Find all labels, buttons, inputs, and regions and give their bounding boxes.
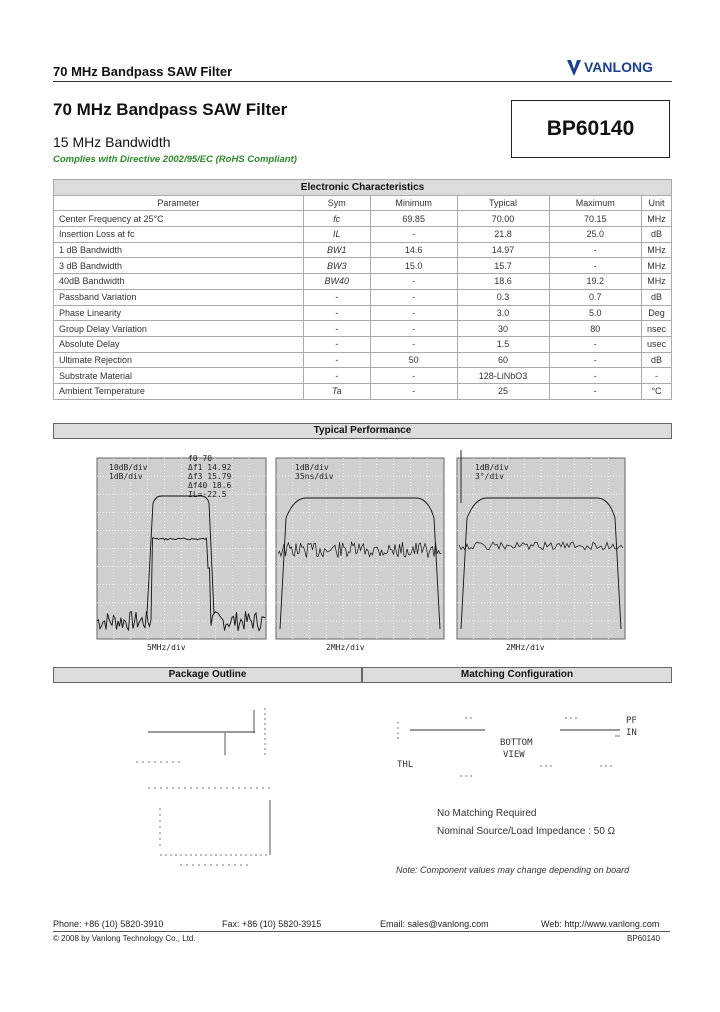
plot1-xscale: 5MHz/div	[147, 643, 186, 652]
spec-cell: -	[549, 352, 641, 368]
spec-cell: MHz	[641, 242, 671, 258]
matching-label-pf: PF	[626, 716, 637, 726]
spec-cell: Center Frequency at 25°C	[54, 211, 304, 227]
plot1-readout-2: Δf3 15.79	[188, 472, 232, 481]
spec-cell: 50	[370, 352, 457, 368]
spec-cell: Ultimate Rejection	[54, 352, 304, 368]
spec-cell: IL	[303, 227, 370, 243]
part-number-box	[511, 100, 670, 158]
spec-table-row	[54, 289, 672, 305]
spec-cell: nsec	[641, 321, 671, 337]
spec-cell: -	[549, 368, 641, 384]
spec-col-header: Parameter	[54, 195, 304, 211]
header-title: 70 MHz Bandpass SAW Filter	[53, 64, 233, 79]
spec-cell: MHz	[641, 274, 671, 290]
spec-cell: usec	[641, 336, 671, 352]
spec-col-header: Sym	[303, 195, 370, 211]
plot1-scale1: 10dB/div	[109, 463, 148, 472]
spec-cell: 18.6	[457, 274, 549, 290]
spec-table	[53, 179, 672, 400]
spec-col-header: Unit	[641, 195, 671, 211]
spec-cell: Absolute Delay	[54, 336, 304, 352]
spec-cell: -	[303, 289, 370, 305]
spec-cell: 3.0	[457, 305, 549, 321]
spec-cell: Substrate Material	[54, 368, 304, 384]
typical-performance-bar: Typical Performance	[53, 423, 672, 439]
spec-table-row	[54, 352, 672, 368]
spec-cell: 60	[457, 352, 549, 368]
spec-cell: 1 dB Bandwidth	[54, 242, 304, 258]
spec-table-row	[54, 258, 672, 274]
plot3-scale2: 3°/div	[475, 472, 504, 481]
spec-col-header: Typical	[457, 195, 549, 211]
spec-cell: MHz	[641, 258, 671, 274]
footer-web[interactable]: Web: http://www.vanlong.com	[541, 919, 660, 929]
spec-cell: 70.00	[457, 211, 549, 227]
spec-table-row	[54, 274, 672, 290]
matching-label-bottom: BOTTOM	[500, 738, 533, 748]
spec-cell: -	[370, 321, 457, 337]
spec-cell: -	[303, 321, 370, 337]
footer-email[interactable]: Email: sales@vanlong.com	[380, 919, 489, 929]
plot3-scale1: 1dB/div	[475, 463, 509, 472]
spec-cell: 3 dB Bandwidth	[54, 258, 304, 274]
spec-cell: 0.3	[457, 289, 549, 305]
spec-table-header	[54, 195, 672, 211]
rohs-compliance: Complies with Directive 2002/95/EC (RoHS Compliant)	[53, 154, 297, 165]
spec-cell: 80	[549, 321, 641, 337]
spec-cell: 5.0	[549, 305, 641, 321]
spec-cell: 70.15	[549, 211, 641, 227]
spec-cell: -	[370, 368, 457, 384]
spec-cell: Insertion Loss at fc	[54, 227, 304, 243]
board-note: Note: Component values may change depending on board	[396, 865, 630, 875]
spec-cell: -	[370, 274, 457, 290]
spec-cell: -	[370, 336, 457, 352]
matching-label-thl: THL	[397, 760, 414, 770]
impedance-text: Nominal Source/Load Impedance : 50 Ω	[437, 826, 616, 837]
spec-cell: °C	[641, 383, 671, 399]
spec-cell: -	[303, 336, 370, 352]
spec-cell: 15.0	[370, 258, 457, 274]
spec-cell: 0.7	[549, 289, 641, 305]
logo-text: VANLONG	[584, 59, 653, 75]
package-outline-bar: Package Outline	[53, 667, 362, 683]
part-number: BP60140	[546, 117, 635, 140]
header-divider	[53, 81, 672, 82]
spec-table-row	[54, 227, 672, 243]
plot2-scale1: 1dB/div	[295, 463, 329, 472]
spec-cell: -	[549, 336, 641, 352]
spec-col-header: Maximum	[549, 195, 641, 211]
spec-table-row	[54, 383, 672, 399]
no-matching-text: No Matching Required	[437, 808, 537, 819]
spec-cell: -	[549, 258, 641, 274]
spec-cell: 69.85	[370, 211, 457, 227]
spec-cell: 25.0	[549, 227, 641, 243]
logo-icon	[566, 58, 582, 78]
spec-cell: dB	[641, 289, 671, 305]
spec-cell: 19.2	[549, 274, 641, 290]
footer-phone: Phone: +86 (10) 5820-3910	[53, 919, 164, 929]
plot1-readout-4: IL=-22.5	[188, 490, 227, 499]
spec-cell: MHz	[641, 211, 671, 227]
spec-cell: 1.5	[457, 336, 549, 352]
spec-cell: BW3	[303, 258, 370, 274]
spec-table-body	[54, 211, 672, 399]
spec-cell: 40dB Bandwidth	[54, 274, 304, 290]
spec-cell: BW1	[303, 242, 370, 258]
spec-cell: -	[370, 383, 457, 399]
spec-table-row	[54, 242, 672, 258]
spec-cell: -	[370, 305, 457, 321]
footer-divider	[53, 931, 670, 932]
spec-cell: -	[303, 352, 370, 368]
spec-cell: -	[549, 242, 641, 258]
spec-cell: fc	[303, 211, 370, 227]
plot1-readout-3: Δf40 18.6	[188, 481, 232, 490]
spec-cell: -	[641, 368, 671, 384]
package-outline-drawing	[120, 700, 290, 880]
spec-cell: Deg	[641, 305, 671, 321]
product-title: 70 MHz Bandpass SAW Filter	[53, 100, 288, 119]
footer-fax: Fax: +86 (10) 5820-3915	[222, 919, 322, 929]
spec-cell: dB	[641, 352, 671, 368]
plot1-scale2: 1dB/div	[109, 472, 143, 481]
spec-cell: -	[303, 368, 370, 384]
spec-table-row	[54, 321, 672, 337]
spec-cell: dB	[641, 227, 671, 243]
spec-cell: -	[303, 305, 370, 321]
spec-cell: Phase Linearity	[54, 305, 304, 321]
vanlong-logo	[566, 58, 674, 80]
spec-cell: Group Delay Variation	[54, 321, 304, 337]
matching-configuration-bar: Matching Configuration	[362, 667, 672, 683]
spec-table-row	[54, 211, 672, 227]
spec-table-row	[54, 336, 672, 352]
spec-cell: BW40	[303, 274, 370, 290]
matching-label-view: VIEW	[503, 750, 525, 760]
spec-cell: Passband Variation	[54, 289, 304, 305]
plot2-scale2: 35ns/div	[295, 472, 334, 481]
spec-cell: 14.97	[457, 242, 549, 258]
product-subtitle: 15 MHz Bandwidth	[53, 134, 171, 150]
plot3-xscale: 2MHz/div	[506, 643, 545, 652]
spec-cell: 14.6	[370, 242, 457, 258]
footer-part: BP60140	[627, 934, 660, 943]
footer-copyright: © 2008 by Vanlong Technology Co., Ltd.	[53, 934, 196, 943]
spec-cell: -	[370, 227, 457, 243]
spec-cell: Ambient Temperature	[54, 383, 304, 399]
matching-label-in: IN	[626, 728, 637, 738]
plot2-xscale: 2MHz/div	[326, 643, 365, 652]
plot1-readout-1: Δf1 14.92	[188, 463, 232, 472]
spec-cell: -	[549, 383, 641, 399]
spec-cell: 30	[457, 321, 549, 337]
performance-plots	[0, 440, 720, 656]
spec-table-row	[54, 368, 672, 384]
plot1-readout-0: f0 70	[188, 454, 213, 463]
spec-cell: 128-LiNbO3	[457, 368, 549, 384]
spec-cell: 15.7	[457, 258, 549, 274]
spec-cell: 25	[457, 383, 549, 399]
spec-cell: -	[370, 289, 457, 305]
spec-table-row	[54, 305, 672, 321]
spec-table-caption: Electronic Characteristics	[54, 180, 672, 196]
spec-cell: Ta	[303, 383, 370, 399]
spec-cell: 21.8	[457, 227, 549, 243]
spec-col-header: Minimum	[370, 195, 457, 211]
